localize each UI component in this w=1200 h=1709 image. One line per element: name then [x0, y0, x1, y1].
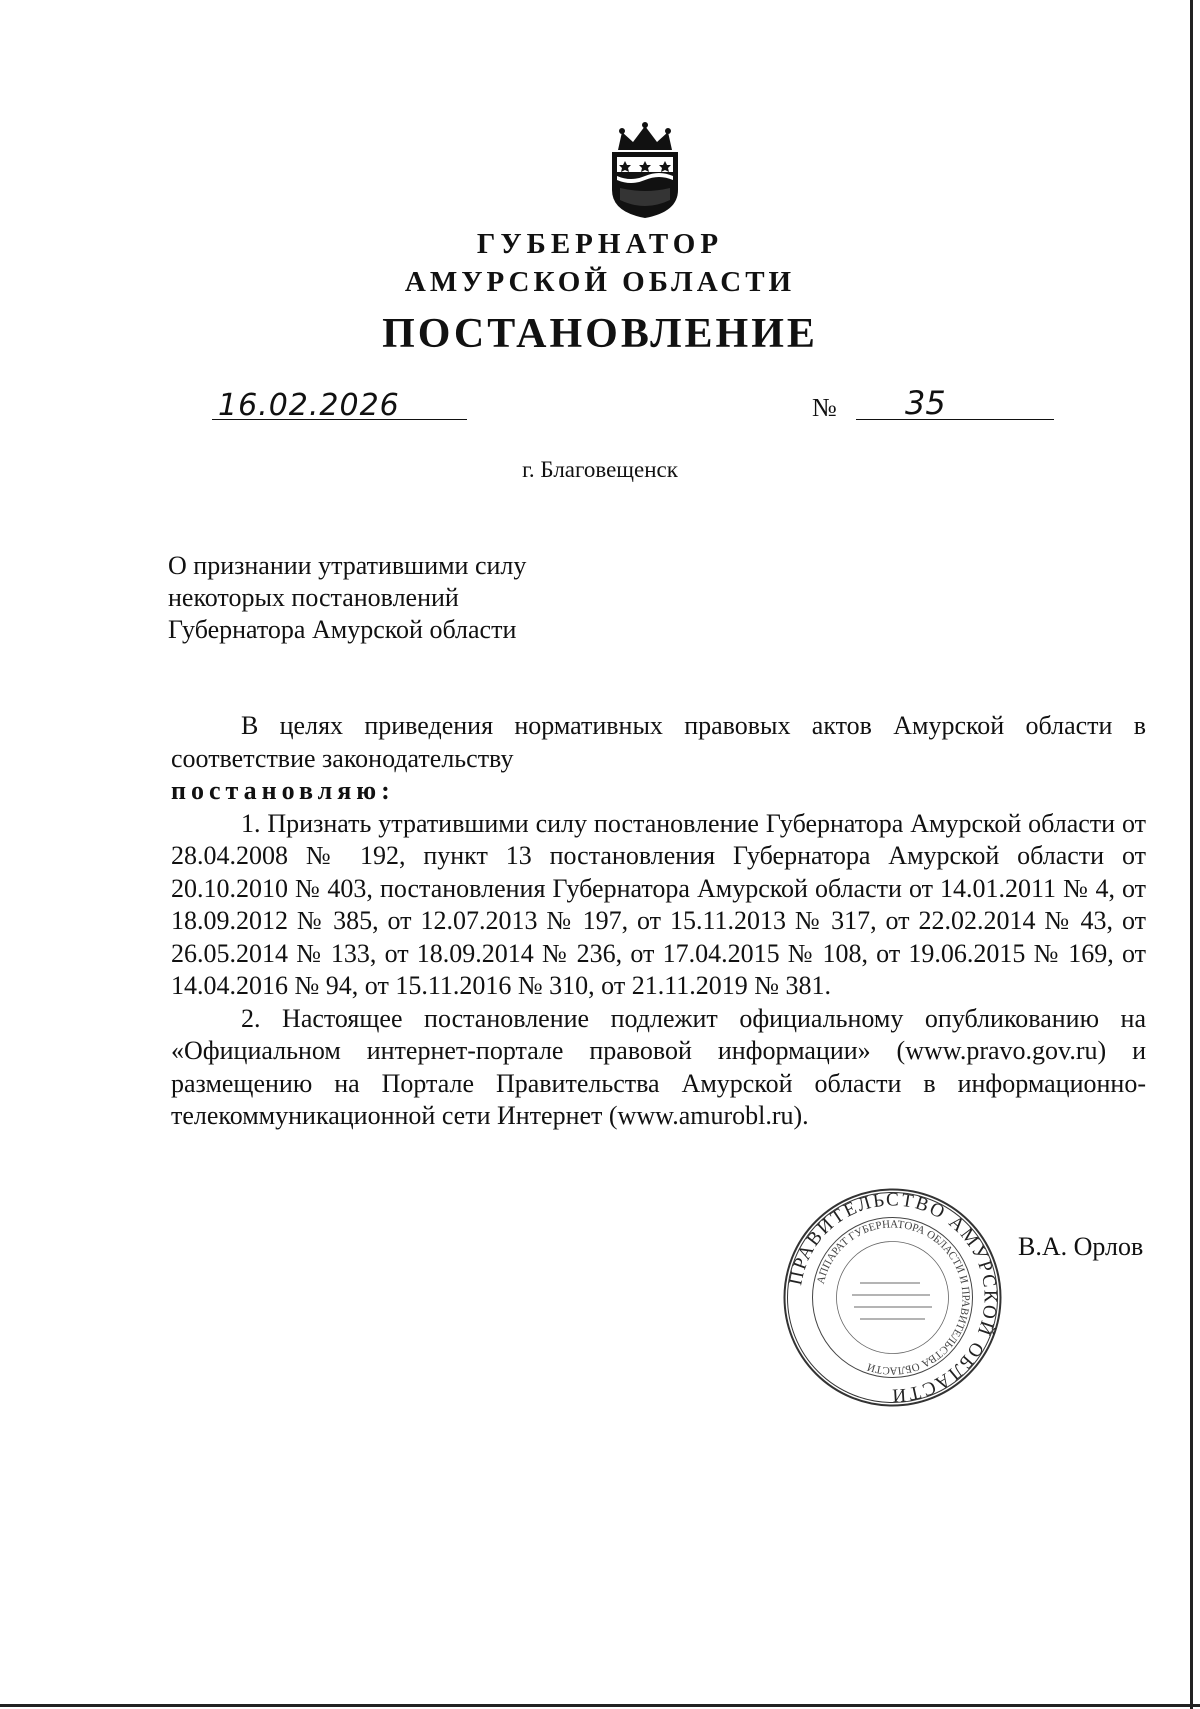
coat-of-arms-icon — [600, 120, 690, 220]
decree-word: постановляю: — [171, 776, 395, 805]
document-date: 16.02.2026 — [218, 388, 400, 423]
svg-text:ПРАВИТЕЛЬСТВО АМУРСКОЙ ОБЛАСТИ: ПРАВИТЕЛЬСТВО АМУРСКОЙ ОБЛАСТИ — [785, 1189, 1001, 1406]
preamble: В целях приведения нормативных правовых актов Амурской области в соответствие законодательству — [171, 711, 1146, 773]
clause-2: 2. Настоящее постановление подлежит официальному опубликованию на «Официальном интернет-портале правовой информации» (www.pravo.gov.ru) и размещению на Портале Правительства Амурской области в информационно-телекоммуникационной сети Интернет (www.amurobl.ru). — [171, 1003, 1146, 1130]
signer-name: В.А. Орлов — [1018, 1232, 1144, 1261]
document-number: 35 — [905, 384, 946, 422]
official-seal — [780, 1185, 1005, 1410]
document-body — [171, 710, 1146, 1133]
document-subject — [168, 550, 648, 646]
svg-text:АППАРАТ ГУБЕРНАТОРА ОБЛАСТИ И: АППАРАТ ГУБЕРНАТОРА ОБЛАСТИ И ПРАВИТЕЛЬСТВА ОБЛАСТИ — [814, 1218, 972, 1377]
subject-line: некоторых постановлений — [168, 583, 459, 612]
date-underline — [212, 419, 467, 420]
number-underline — [856, 419, 1054, 420]
document-type: ПОСТАНОВЛЕНИЕ — [382, 311, 818, 357]
authority-title: ГУБЕРНАТОР — [476, 228, 724, 260]
city: г. Благовещенск — [522, 457, 678, 482]
authority-region: АМУРСКОЙ ОБЛАСТИ — [404, 266, 796, 298]
scan-edge-bottom — [0, 1704, 1200, 1707]
clause-1: 1. Признать утратившими силу постановление Губернатора Амурской области от 28.04.2008 № 192, пункт 13 постановления Губернатора Амурской области от 20.10.2010 № 403, постановления Губернатора Амурской области от 14.01.2011 № 4, от 18.09.2012 № 385, от 12.07.2013 № 197, от 15.11.2013 № 317, от 22.02.2014 № 43, от 26.05.2014 № 133, от 18.09.2014 № 236, от 17.04.2015 № 108, от 19.06.2015 № 169, от 14.04.2016 № 94, от 15.11.2016 № 310, от 21.11.2019 № 381. — [171, 808, 1146, 1000]
subject-line: О признании утратившими силу — [168, 551, 527, 580]
number-sign: № — [812, 393, 837, 422]
subject-line: Губернатора Амурской области — [168, 615, 517, 644]
